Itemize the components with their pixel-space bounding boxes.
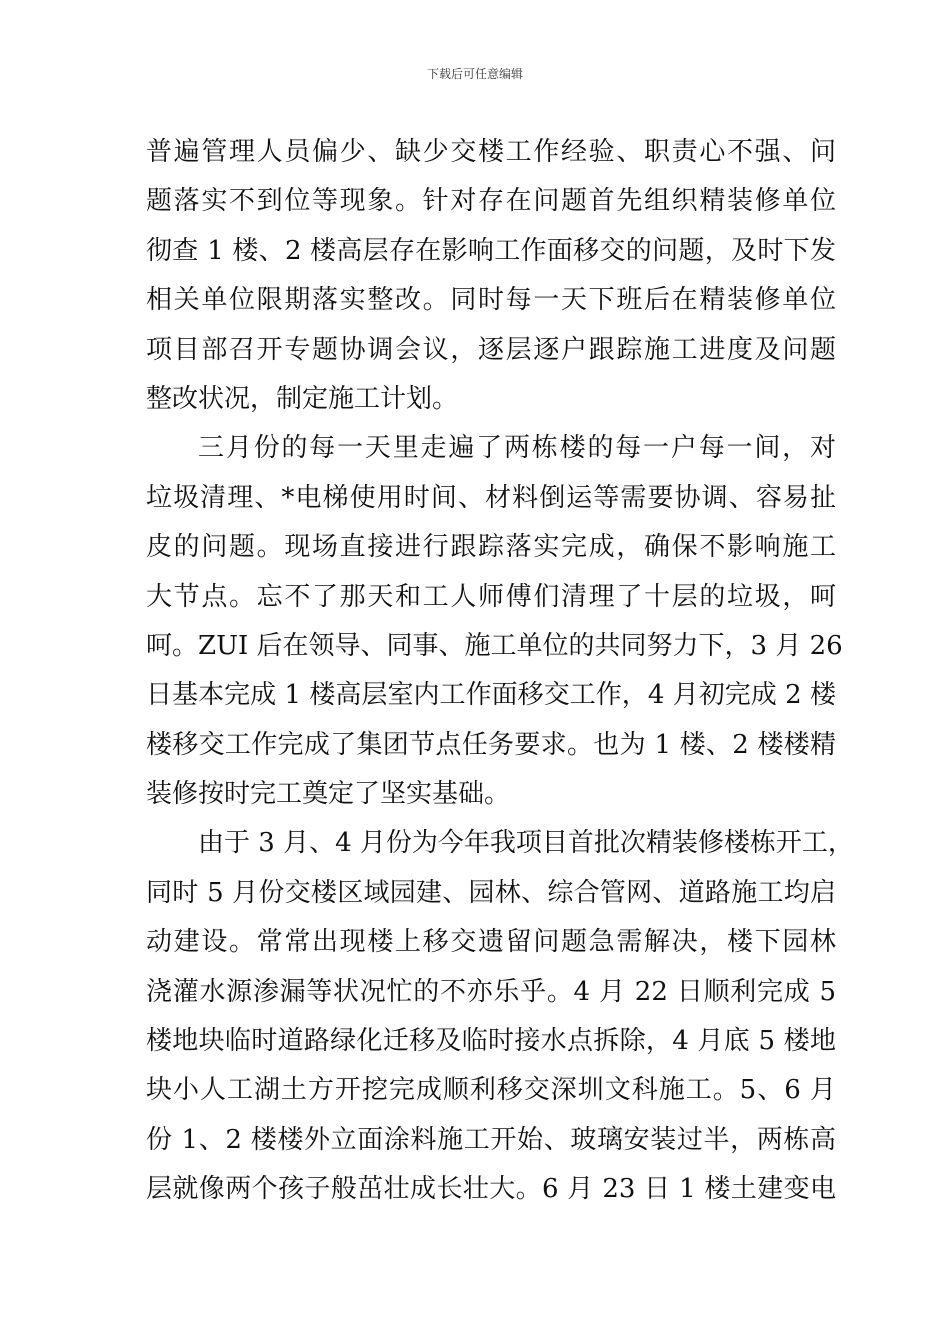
text-line: 整改状况，制定施工计划。 [146,383,459,414]
text-line: 三月份的每一天里走遍了两栋楼的每一户每一间，对 [198,433,836,464]
text-line: 块小人工湖土方开挖完成顺利移交深圳文科施工。5、6 月 [146,1075,836,1106]
text-line: 相关单位限期落实整改。同时每一天下班后在精装修单位 [146,285,836,316]
text-line: 楼地块临时道路绿化迁移及临时接水点拆除，4 月底 5 楼地 [146,1026,836,1057]
text-line: 项目部召开专题协调会议，逐层逐户跟踪施工进度及问题 [146,334,836,365]
document-body [146,128,854,1215]
text-line: 垃圾清理、*电梯使用时间、材料倒运等需要协调、容易扯 [146,482,836,513]
text-line: 由于 3 月、4 月份为今年我项目首批次精装修楼栋开工， [198,828,854,859]
text-line: 呵。ZUI 后在领导、同事、施工单位的共同努力下，3 月 26 [146,630,843,661]
text-line: 皮的问题。现场直接进行跟踪落实完成，确保不影响施工 [146,532,836,563]
text-line: 装修按时完工奠定了坚实基础。 [146,779,511,810]
text-line: 浇灌水源渗漏等状况忙的不亦乐乎。4 月 22 日顺利完成 5 [146,976,836,1007]
text-line: 动建设。常常出现楼上移交遗留问题急需解决，楼下园林 [146,927,836,958]
text-line: 楼移交工作完成了集团节点任务要求。也为 1 楼、2 楼楼精 [146,729,836,760]
text-line: 日基本完成 1 楼高层室内工作面移交工作，4 月初完成 2 楼 [146,680,836,711]
text-line: 题落实不到位等现象。针对存在问题首先组织精装修单位 [146,186,836,217]
text-line: 大节点。忘不了那天和工人师傅们清理了十层的垃圾，呵 [146,581,836,612]
text-line: 普遍管理人员偏少、缺少交楼工作经验、职责心不强、问 [146,137,836,167]
text-line: 份 1、2 楼楼外立面涂料施工开始、玻璃安装过半，两栋高 [146,1124,836,1155]
text-line: 彻查 1 楼、2 楼高层存在影响工作面移交的问题，及时下发 [146,235,836,266]
page-header: 下载后可任意编辑 [426,67,523,81]
text-line: 层就像两个孩子般茁壮成长壮大。6 月 23 日 1 楼土建变电 [146,1174,836,1205]
text-line: 同时 5 月份交楼区域园建、园林、综合管网、道路施工均启 [146,877,836,908]
